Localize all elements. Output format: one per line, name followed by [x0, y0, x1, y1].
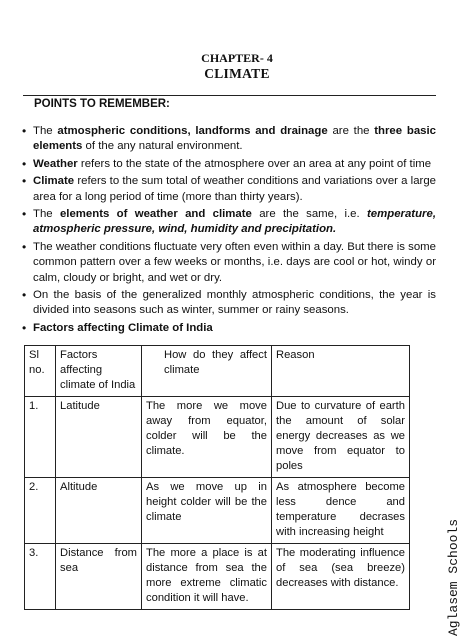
header-cell: Reason	[272, 346, 410, 397]
table-row	[25, 397, 410, 478]
text: are the same, i.e.	[251, 208, 367, 221]
cell-effect: The more a place is at distance from sea the more extreme climatic condition it will have.	[142, 544, 272, 610]
text: The	[33, 125, 58, 137]
table-row	[25, 478, 410, 544]
bold-italic-text: temperature, atmospheric pressure, wind, humidity and precipitation.	[33, 208, 436, 236]
text: are the	[327, 125, 375, 137]
cell-sl: 1.	[25, 397, 56, 478]
cell-reason: Due to curvature of earth the amount of solar energy decreases as we move from equator to poles	[272, 397, 410, 478]
cell-effect: As we move up in height colder will be the climate	[142, 478, 272, 544]
points-heading: POINTS TO REMEMBER:	[34, 98, 170, 110]
header-text: How do they affect climate	[164, 349, 267, 376]
bullet-elements-of-weather	[22, 207, 436, 238]
bullet-elements	[22, 124, 436, 155]
bold-text: three basic elements	[33, 125, 436, 153]
bold-text: Weather	[33, 157, 78, 170]
text: The weather conditions fluctuate very often even within a day. But there is some common pattern over a few weeks or months, i.e. days are cool or hot, windy or calm, cloudy or bright, and wet or dry.	[33, 240, 436, 284]
cell-factor: Latitude	[56, 397, 142, 478]
bullet-weather	[22, 157, 436, 172]
cell-reason: The moderating influence of sea (sea breeze) decreases with distance.	[272, 544, 410, 610]
watermark: Aglasem Schools	[446, 518, 461, 636]
bullet-factors	[22, 321, 436, 336]
bullet-list	[22, 124, 436, 338]
divider	[23, 95, 436, 96]
cell-factor: Altitude	[56, 478, 142, 544]
cell-reason: As atmosphere become less dence and temperature decrases with increasing height	[272, 478, 410, 544]
cell-effect: The more we move away from equator, colder will be the climate.	[142, 397, 272, 478]
header-cell: Sl no.	[25, 346, 56, 397]
header-cell	[142, 346, 272, 397]
table-header-row	[25, 346, 410, 397]
text: refers to the state of the atmosphere over an area at any point of time	[77, 157, 432, 170]
text: On the basis of the generalized monthly atmospheric conditions, the year is divided into seasons such as winter, summer or rainy seasons.	[33, 289, 436, 317]
table-row	[25, 544, 410, 610]
header-cell: Factors affecting climate of India	[56, 346, 142, 397]
cell-sl: 2.	[25, 478, 56, 544]
bold-text: Factors affecting Climate of India	[33, 321, 213, 334]
cell-sl: 3.	[25, 544, 56, 610]
text: of the any natural environment.	[82, 140, 243, 153]
bullet-fluctuation	[22, 240, 436, 286]
bullet-climate	[22, 174, 436, 205]
text: The	[33, 208, 60, 221]
text: refers to the sum total of weather conditions and variations over a large area for a long period of time (more than thirty years).	[33, 175, 436, 203]
chapter-label: CHAPTER- 4	[201, 51, 273, 65]
bullet-seasons	[22, 288, 436, 319]
chapter-title: CLIMATE	[204, 66, 270, 81]
bold-text: Climate	[33, 175, 75, 188]
bold-text: elements of weather and climate	[59, 208, 252, 221]
bold-text: atmospheric conditions, landforms and drainage	[57, 125, 328, 137]
cell-factor: Distance from sea	[56, 544, 142, 610]
factors-table	[24, 345, 410, 610]
